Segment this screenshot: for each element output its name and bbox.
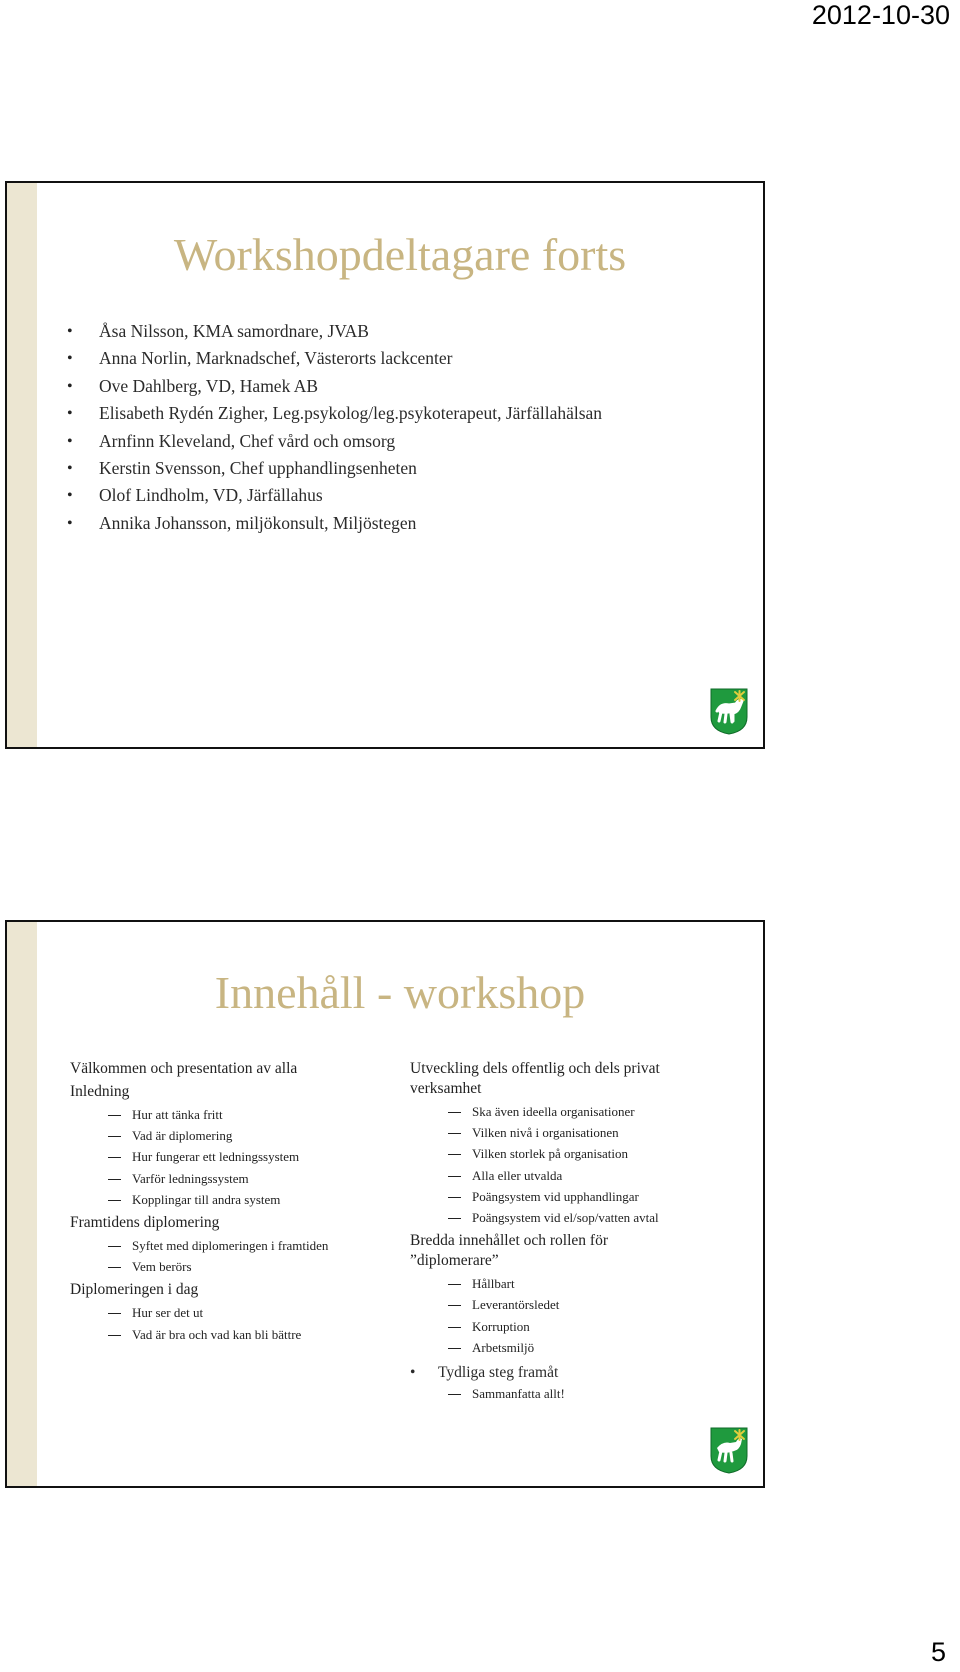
agenda-heading <box>410 1231 710 1271</box>
slide-title: Innehåll - workshop <box>214 967 586 1018</box>
coat-of-arms-icon <box>709 1426 749 1474</box>
list-item: • Kerstin Svensson, Chef upphandlingsenheten <box>67 455 602 482</box>
slide-title: Workshopdeltagare forts <box>173 229 627 280</box>
list-item: Vem berörs <box>70 1256 390 1277</box>
agenda-sublist <box>70 1302 390 1344</box>
agenda-heading: Diplomeringen i dag <box>70 1281 199 1299</box>
list-item: • Ove Dahlberg, VD, Hamek AB <box>67 373 602 400</box>
list-item: • Olof Lindholm, VD, Järfällahus <box>67 482 602 509</box>
list-item: • Åsa Nilsson, KMA samordnare, JVAB <box>67 318 602 345</box>
agenda-heading-line: verksamhet <box>410 1080 482 1097</box>
contents-right-column <box>410 1059 710 1404</box>
page-number: 5 <box>930 1637 946 1667</box>
list-item: Poängsystem vid upphandlingar <box>410 1186 710 1207</box>
list-item: Hur ser det ut <box>70 1302 390 1323</box>
participant-list <box>67 318 602 537</box>
agenda-heading <box>410 1059 710 1099</box>
agenda-heading-line: Utveckling dels offentlig och dels privat <box>410 1060 660 1077</box>
agenda-heading: Framtidens diplomering <box>70 1214 220 1232</box>
list-item: • Annika Johansson, miljökonsult, Miljöstegen <box>67 510 602 537</box>
page-date: 2012-10-30 <box>811 0 950 30</box>
list-item: • Arnfinn Kleveland, Chef vård och omsorg <box>67 428 602 455</box>
agenda-sublist <box>410 1101 710 1228</box>
agenda-heading: Välkommen och presentation av alla <box>70 1060 298 1077</box>
list-item: Korruption <box>410 1316 710 1337</box>
list-item: Leverantörsledet <box>410 1294 710 1315</box>
agenda-heading-line: Bredda innehållet och rollen för <box>410 1232 608 1250</box>
list-item: Arbetsmiljö <box>410 1337 710 1358</box>
agenda-sublist <box>70 1235 390 1277</box>
list-item: Vilken nivå i organisationen <box>410 1122 710 1143</box>
list-item: Poängsystem vid el/sop/vatten avtal <box>410 1207 710 1228</box>
slide-contents <box>5 920 765 1488</box>
contents-left-column <box>70 1059 390 1345</box>
list-item: Vilken storlek på organisation <box>410 1143 710 1164</box>
slide-left-strip <box>7 183 37 747</box>
list-item: Ska även ideella organisationer <box>410 1101 710 1122</box>
list-item: Vad är diplomering <box>70 1125 390 1146</box>
list-item: Hur att tänka fritt <box>70 1104 390 1125</box>
list-item: Hur fungerar ett ledningssystem <box>70 1146 390 1167</box>
coat-of-arms-icon <box>709 687 749 735</box>
list-item: Vad är bra och vad kan bli bättre <box>70 1324 390 1345</box>
list-item: Alla eller utvalda <box>410 1165 710 1186</box>
agenda-sublist <box>410 1273 710 1358</box>
agenda-heading: Inledning <box>70 1083 130 1100</box>
list-item: Syftet med diplomeringen i framtiden <box>70 1235 390 1256</box>
list-item: Varför ledningssystem <box>70 1168 390 1189</box>
list-item: • Elisabeth Rydén Zigher, Leg.psykolog/leg.psykoterapeut, Järfällahälsan <box>67 400 602 427</box>
list-item: Sammanfatta allt! <box>410 1383 710 1404</box>
list-item: Kopplingar till andra system <box>70 1189 390 1210</box>
slide-left-strip <box>7 922 37 1486</box>
agenda-bullet: • Tydliga steg framåt <box>410 1362 710 1383</box>
slide-participants <box>5 181 765 749</box>
agenda-heading-line: ”diplomerare” <box>410 1252 499 1270</box>
list-item: • Anna Norlin, Marknadschef, Västerorts lackcenter <box>67 345 602 372</box>
agenda-sublist <box>410 1383 710 1404</box>
list-item: Hållbart <box>410 1273 710 1294</box>
agenda-sublist <box>70 1104 390 1210</box>
